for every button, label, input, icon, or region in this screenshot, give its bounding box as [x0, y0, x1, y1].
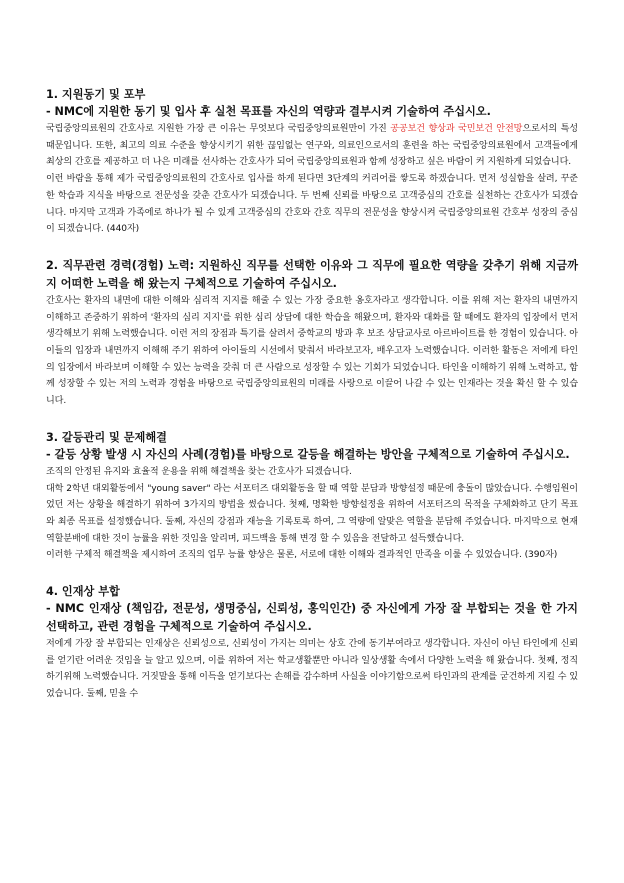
section-title: 4. 인재상 부합	[46, 585, 120, 599]
answer-paragraph: 이런 바람을 통해 제가 국립중앙의료원의 간호사로 입사를 하게 된다면 3단계의 커리어를 쌓도록 하겠습니다. 먼저 성실함을 살려, 꾸준한 학습과 지식을 바탕으로 전문성을 갖춘 간호사가 되겠습니다. 두 번째 신뢰를 바탕으로 고객중심의 간호를 실천하는 간호사가 되겠습니다. 마지막 고객과 가족에로 하나가 될 수 있게 고객중심의 간호와 간호 직무의 전문성을 향상시켜 국립중앙의료원 간호부 성장의 중심이 되겠습니다. (440자)	[46, 174, 578, 235]
answer-paragraph: 이러한 구체적 해결책을 제시하여 조직의 업무 능률 향상은 물론, 서로에 대한 이해와 결과적인 만족을 이룰 수 있었습니다. (390자)	[46, 550, 558, 561]
section-talent-fit	[46, 583, 578, 703]
answer-paragraph: 대학 2학년 대외활동에서 "young saver" 라는 서포터즈 대외활동을 할 때 역할 분담과 방향설정 때문에 충돌이 많았습니다. 수행임원이었던 저는 상황을 해결하기 위하여 3가지의 방법을 썼습니다. 첫째, 명확한 방향설정을 위하여 서포터즈의 목적을 구체화하고 단기 목표와 최종 목표를 설정했습니다. 둘째, 자신의 강점과 재능을 기록토록 하여, 그 역량에 알맞은 역할을 분담해 주었습니다. 마지막으로 현재 역할분배에 대한 것이 능률을 위한 것임을 알리며, 피드백을 통해 변경 할 수 있음을 전달하고 설득했습니다.	[46, 483, 578, 544]
answer-paragraph: 간호사는 환자의 내면에 대한 이해와 심리적 지지를 해줄 수 있는 가장 중요한 옹호자라고 생각합니다. 이를 위해 저는 환자의 내면까지 이해하고 존중하기 위하여 '환자의 심리 지지'를 위한 심리 상담에 대한 학습을 해왔으며, 환자와 대화를 할 때에도 환자의 입장에서 먼저 생각해보기 위해 노력했습니다. 이런 저의 장점과 특기를 살려서 중학교의 방과 후 보조 상담교사로 아르바이트를 한 경험이 있습니다. 아이들의 입장과 내면까지 이해해 주기 위하여 아이들의 시선에서 맞춰서 바라보고자, 배우고자 노력했습니다. 이러한 활동은 저에게 타인의 입장에서 바라보며 이해할 수 있는 능력을 갖춰 더 큰 사람으로 성장할 수 있는 기회가 되었습니다. 타인을 이해하기 위해 노력하고, 함께 성장할 수 있는 저의 노력과 경험을 바탕으로 국립중앙의료원의 미래를 사랑으로 이끌어 나갈 수 있는 인재라는 것을 확신 할 수 있습니다.	[46, 295, 578, 407]
section-title: 2. 직무관련 경력(경험) 노력: 지원하신 직무를 선택한 이유와 그 직무에 필요한 역량을 갖추기 위해 지금까지 어떠한 노력을 해 왔는지 구체적으로 기술하여 주십시오.	[46, 258, 578, 290]
section-question: - 갈등 상황 발생 시 자신의 사례(경험)를 바탕으로 갈등을 해결하는 방안을 구체적으로 기술하여 주십시오.	[46, 447, 570, 461]
section-experience	[46, 257, 578, 410]
section-title: 1. 지원동기 및 포부	[46, 88, 146, 101]
answer-paragraph: 조직의 안정된 유지와 효율적 운용을 위해 해결책을 찾는 간호사가 되겠습니다.	[46, 466, 352, 477]
answer-paragraph	[46, 121, 578, 171]
section-conflict	[46, 429, 578, 564]
highlighted-text: 공공보건 향상과 국민보건 안전망	[390, 124, 523, 134]
document-page	[46, 86, 578, 722]
answer-text: 국립중앙의료원의 간호사로 지원한 가장 큰 이유는 무엇보다 국립중앙의료원만이 가진	[46, 124, 391, 134]
section-question: - NMC 인재상 (책임감, 전문성, 생명중심, 신뢰성, 홍익인간) 중 자신에게 가장 잘 부합되는 것을 한 가지 선택하고, 관련 경험을 구체적으로 기술하여 주십시오.	[46, 602, 578, 634]
section-motivation	[46, 86, 578, 238]
section-title: 3. 갈등관리 및 문제해결	[46, 430, 167, 444]
section-question: - NMC에 지원한 동기 및 입사 후 실천 목표를 자신의 역량과 결부시켜 기술하여 주십시오.	[46, 105, 491, 118]
answer-paragraph: 저에게 가장 잘 부합되는 인재상은 신뢰성으로, 신뢰성이 가지는 의미는 상호 간에 동기부여라고 생각합니다. 자신이 아닌 타인에게 신뢰를 얻기란 어려운 것임을 늘 알고 있으며, 이를 위하여 저는 학교생활뿐만 아니라 일상생활 속에서 다양한 노력을 해 왔습니다. 첫째, 정직하기위해 노력했습니다. 거짓말을 통해 이득을 얻기보다는 손해를 감수하며 사실을 이야기함으로써 타인과의 관계를 굳건하게 지킬 수 있었습니다. 둘째, 믿을 수	[46, 639, 578, 700]
answer-text: 으로서의 특성 때문입니다. 또한, 최고의 의료 수준을 향상시키기 위한 끊임없는 연구와, 의료인으로서의 훈련을 하는 국립중앙의료원에서 고객들에게 최상의 간호를 제공하고 더 나은 미래를 선사하는 간호사가 되어 국립중앙의료원과 함께 성장하고 싶은 바람이 커 지원하게 되었습니다.	[46, 124, 578, 168]
